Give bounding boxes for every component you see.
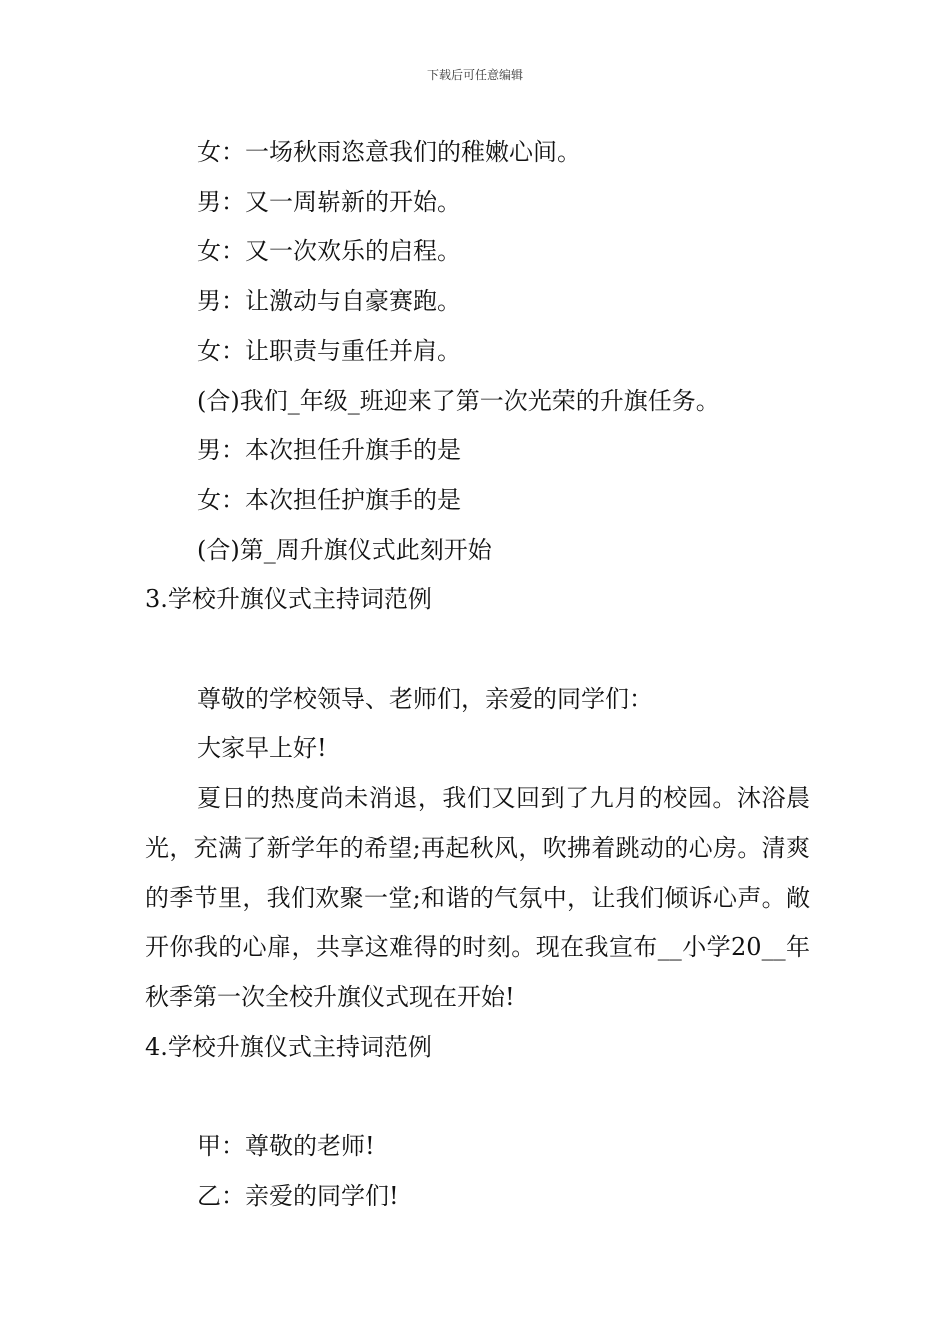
dialogue-line: (合)我们_年级_班迎来了第一次光荣的升旗任务。: [197, 386, 720, 415]
section-heading-4: 4.学校升旗仪式主持词范例: [145, 1032, 432, 1061]
dialogue-line: 男：本次担任升旗手的是: [197, 436, 461, 465]
page-header-note: 下载后可任意编辑: [426, 68, 523, 82]
dialogue-line: (合)第_周升旗仪式此刻开始: [197, 535, 492, 564]
dialogue-line: 女：又一次欢乐的启程。: [197, 237, 461, 266]
dialogue-line: 女：让职责与重任并肩。: [197, 336, 461, 365]
host-b-line: 乙：亲爱的同学们!: [197, 1181, 399, 1210]
dialogue-line: 女：本次担任护旗手的是: [197, 485, 461, 514]
morning-line: 大家早上好!: [197, 734, 327, 763]
document-body: [145, 128, 810, 1221]
section-heading-3: 3.学校升旗仪式主持词范例: [145, 585, 432, 614]
dialogue-line: 女：一场秋雨恣意我们的稚嫩心间。: [197, 138, 581, 166]
opening-paragraph: 夏日的热度尚未消退，我们又回到了九月的校园。沐浴晨光，充满了新学年的希望;再起秋风，吹拂着跳动的心房。清爽的季节里，我们欢聚一堂;和谐的气氛中，让我们倾诉心声。敞开你我的心扉，共享这难得的时刻。现在我宣布__小学20__年秋季第一次全校升旗仪式现在开始!: [145, 784, 810, 1011]
dialogue-line: 男：又一周崭新的开始。: [197, 187, 461, 216]
blank-line: [145, 625, 810, 675]
greeting-line: 尊敬的学校领导、老师们，亲爱的同学们：: [197, 684, 653, 713]
blank-line: [145, 1072, 810, 1122]
dialogue-line: 男：让激动与自豪赛跑。: [197, 287, 461, 316]
host-a-line: 甲：尊敬的老师!: [197, 1132, 375, 1161]
